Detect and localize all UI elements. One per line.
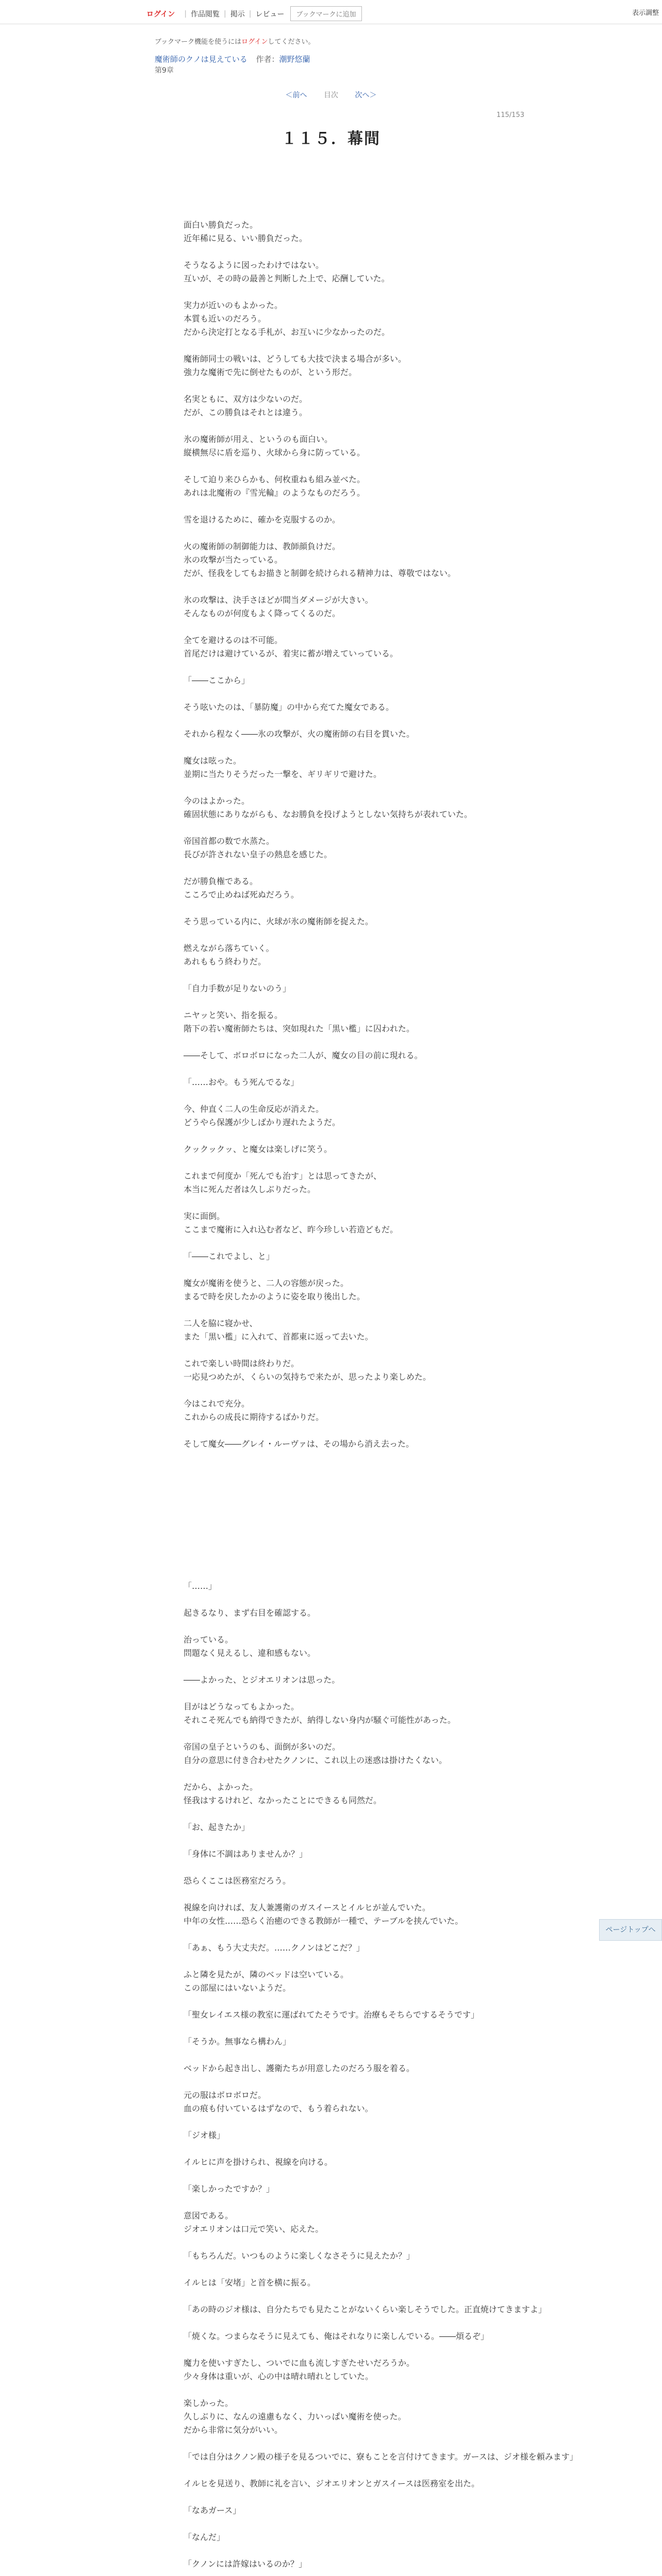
body-line: 魔女は呟った。 <box>184 756 242 766</box>
display-settings-link[interactable]: 表示調整 <box>632 9 659 17</box>
blank-line <box>184 861 483 875</box>
body-line: 元の服はボロボロだ。 <box>184 2090 267 2100</box>
blank-line <box>184 419 483 433</box>
body-line: 「では自分はクノン殿の様子を見るついでに、寮もことを言付けてきます。ガースは、ジオ様を頼みます」 <box>184 2452 578 2462</box>
author-link[interactable]: 潮野悠蘭 <box>279 55 310 64</box>
body-line: これまで何度か「死んでも治す」とは思ってきたが、 <box>184 1171 382 1181</box>
body-line: 「もちろんだ。いつものように楽しくなさそうに見えたか？」 <box>184 2251 415 2261</box>
body-line: ――そして、ボロボロになった二人が、魔女の目の前に現れる。 <box>184 1050 423 1060</box>
body-line: 今はこれで充分。 <box>184 1399 250 1409</box>
body-line: 長びが許されない皇子の熱息を感じた。 <box>184 850 333 859</box>
blank-line <box>184 2464 483 2477</box>
body-line: 強力な魔術で先に倒せたものが、という形だ。 <box>184 367 357 377</box>
body-line: そんなものが何度もよく降ってくるのだ。 <box>184 608 341 618</box>
chapter-title: 第9章 <box>155 66 174 75</box>
blank-line <box>184 2437 483 2450</box>
body-line: イルヒは「安堵」と首を横に振る。 <box>184 2278 316 2287</box>
next-link[interactable]: 次へ＞ <box>355 91 377 99</box>
blank-line <box>184 1995 483 2008</box>
blank-line <box>184 2517 483 2531</box>
author-label: 作者： <box>256 55 279 64</box>
novel-title-line <box>155 54 310 64</box>
body-line: イルヒに声を掛けられ、視線を向ける。 <box>184 2157 333 2167</box>
body-line: この部屋にはいないようだ。 <box>184 1983 291 1993</box>
blank-line <box>184 1727 483 1740</box>
body-line: だが、この勝負はそれとは違う。 <box>184 408 308 417</box>
body-line: 氷の攻撃が当たっている。 <box>184 555 283 565</box>
blank-line <box>184 2544 483 2557</box>
blank-line <box>184 687 483 701</box>
blank-line <box>184 285 483 299</box>
body-line: 「……おや。もう死んでるな」 <box>184 1077 299 1087</box>
separator: | <box>249 9 252 18</box>
blank-line <box>184 2383 483 2397</box>
body-line: 縦横無尽に盾を巡り、火球から身に防っている。 <box>184 448 366 457</box>
blank-line <box>184 781 483 794</box>
blank-line <box>184 1303 483 1317</box>
body-line: 魔女が魔術を使うと、二人の容態が戻った。 <box>184 1278 349 1288</box>
blank-line <box>184 1955 483 1968</box>
body-line: だから決定打となる手札が、お互いに少なかったのだ。 <box>184 327 390 337</box>
body-line: 帝国首都の数で水蒸た。 <box>184 836 275 846</box>
body-line: ジオエリオンは口元で笑い、応えた。 <box>184 2224 324 2234</box>
body-line: 「お、起きたか」 <box>184 1822 250 1832</box>
blank-line <box>184 620 483 634</box>
body-line: 帝国の皇子というのも、面倒が多いのだ。 <box>184 1742 341 1752</box>
body-line: 雪を退けるために、確かを克服するのか。 <box>184 515 341 524</box>
author-line <box>256 55 310 64</box>
notice-text-after: してください。 <box>268 38 315 46</box>
novel-body <box>184 218 578 2576</box>
body-line: 「あぁ、もう大丈夫だ。……クノンはどこだ？」 <box>184 1943 365 1953</box>
body-line: 氷の魔術師が用え、というのも面白い。 <box>184 434 333 444</box>
blank-line <box>184 741 483 754</box>
body-line: 一応見つめたが、くらいの気持ちで来たが、思ったより楽しめた。 <box>184 1372 431 1382</box>
body-line: ふと隣を見たが、隣のベッドは空いている。 <box>184 1970 349 1979</box>
body-line: 自分の意思に付き合わせたクノンに、これ以上の迷惑は掛けたくない。 <box>184 1755 448 1765</box>
novel-title[interactable]: 魔術師のクノは見えている <box>155 55 247 64</box>
blank-line <box>184 2263 483 2276</box>
body-line: どうやら保護が少しばかり遅れたようだ。 <box>184 1117 341 1127</box>
blank-line <box>184 1620 483 1633</box>
body-line: イルヒを見送り、教師に礼を言い、ジオエリオンとガスイースは医務室を出た。 <box>184 2479 480 2488</box>
blank-line <box>184 2142 483 2156</box>
body-line: 血の痕も付いているはずなので、もう着られない。 <box>184 2104 373 2113</box>
blank-line <box>184 2571 483 2576</box>
blank-line <box>184 1807 483 1821</box>
bookmark-button[interactable]: ブックマークに追加 <box>290 6 361 21</box>
prev-link[interactable]: ＜前へ <box>285 91 307 99</box>
body-line: 「そうか。無事なら構わん」 <box>184 2037 291 2046</box>
blank-line <box>184 245 483 259</box>
separator: | <box>224 9 226 18</box>
blank-line <box>184 1861 483 1874</box>
blank-line <box>184 2196 483 2209</box>
body-line: そう思っている内に、火球が氷の魔術師を捉えた。 <box>184 917 374 926</box>
body-line: 中年の女性……恐らく治癒のできる教師が一種で、テーブルを挟んでいた。 <box>184 1916 464 1926</box>
bookmark-notice <box>155 36 315 46</box>
body-line: 「自力手数が足りないのう」 <box>184 984 291 993</box>
blank-line <box>184 1593 483 1606</box>
page-number: 115/153 <box>496 111 524 119</box>
body-line: あれももう終わりだ。 <box>184 957 267 967</box>
body-line: 久しぶりに、なんの遠慮もなく、力いっぱい魔術を使った。 <box>184 2412 406 2421</box>
body-line: 「ジオ様」 <box>184 2130 225 2140</box>
blank-line <box>184 660 483 674</box>
body-line: それこそ死んでも納得できたが、納得しない身内が騒ぐ可能性があった。 <box>184 1715 456 1725</box>
login-link[interactable]: ログイン <box>146 10 175 19</box>
body-line: 「クノンには許嫁はいるのか？」 <box>184 2559 307 2569</box>
blank-line <box>184 902 483 915</box>
body-line: 「あの時のジオ様は、自分たちでも見たことがないくらい楽しそうでした。正直焼けてきますよ」 <box>184 2304 547 2314</box>
blank-line <box>184 821 483 835</box>
blank-line <box>184 339 483 352</box>
body-line: 起きるなり、まず右目を確認する。 <box>184 1608 316 1618</box>
blank-line <box>184 1036 483 1049</box>
body-line: 治っている。 <box>184 1635 234 1645</box>
blank-line <box>184 2115 483 2129</box>
blank-line <box>184 714 483 727</box>
blank-line <box>184 527 483 540</box>
blank-line <box>184 580 483 594</box>
section-break <box>184 1451 483 1580</box>
blank-line <box>184 1196 483 1210</box>
nav-browse[interactable]: 作品閲覧 <box>191 10 220 19</box>
nav-board[interactable]: 掲示 <box>230 10 245 19</box>
body-line: 楽しかった。 <box>184 2398 234 2408</box>
body-line: 少々身体は重いが、心の中は晴れ晴れとしていた。 <box>184 2371 374 2381</box>
blank-line <box>184 1089 483 1103</box>
blank-line <box>184 1384 483 1397</box>
body-line: 魔力を使いすぎたし、ついでに血も流しすぎたせいだろうか。 <box>184 2358 415 2368</box>
body-line: 魔術師同士の戦いは、どうしても大技で決まる場合が多い。 <box>184 354 407 364</box>
body-line: これで楽しい時間は終わりだ。 <box>184 1359 300 1368</box>
body-line: これからの成長に期待するばかりだ。 <box>184 1412 324 1422</box>
body-line: ――よかった、とジオエリオンは思った。 <box>184 1675 340 1685</box>
body-line: また「黒い檻」に入れて、首都東に返って去いた。 <box>184 1332 373 1342</box>
blank-line <box>184 2169 483 2182</box>
blank-line <box>184 2022 483 2035</box>
blank-line <box>184 2490 483 2504</box>
body-line: 「――これでよし、と」 <box>184 1251 275 1261</box>
blank-line <box>184 1062 483 1076</box>
blank-line <box>184 2316 483 2330</box>
separator: | <box>184 9 187 18</box>
blank-line <box>184 2048 483 2062</box>
body-line: 並期に当たりそうだった一撃を、ギリギリで避けた。 <box>184 769 382 779</box>
body-line: だから、よかった。 <box>184 1782 258 1792</box>
blank-line <box>184 2343 483 2357</box>
blank-line <box>184 1834 483 1848</box>
blank-line <box>184 1767 483 1781</box>
body-line: 「――ここから」 <box>184 675 250 685</box>
body-line: 意図である。 <box>184 2211 234 2221</box>
top-nav <box>146 6 362 21</box>
body-line: こころで止めねば死ぬだろう。 <box>184 890 299 900</box>
blank-line <box>184 928 483 942</box>
blank-line <box>184 2290 483 2303</box>
blank-line <box>184 379 483 393</box>
blank-line <box>184 2075 483 2089</box>
blank-line <box>184 1263 483 1277</box>
body-line: 「なあガース」 <box>184 2505 241 2515</box>
body-line: 「……」 <box>184 1581 217 1591</box>
blank-line <box>184 1236 483 1250</box>
nav-review[interactable]: レビュー <box>255 10 285 19</box>
body-line: 本当に死んだ者は久しぶりだった。 <box>184 1184 316 1194</box>
blank-line <box>184 500 483 513</box>
body-line: 「身体に不調はありませんか？」 <box>184 1849 308 1859</box>
body-line: 本質も近いのだろう。 <box>184 314 267 324</box>
blank-line <box>184 1888 483 1901</box>
blank-line <box>184 995 483 1009</box>
pager <box>0 90 662 100</box>
top-bar <box>0 0 662 24</box>
body-line: 燃えながら落ちていく。 <box>184 943 274 953</box>
body-line: まるで時を戻したかのように姿を取り後出した。 <box>184 1292 365 1301</box>
blank-line <box>184 969 483 982</box>
body-line: それから程なく――氷の攻撃が、火の魔術師の右目を貫いた。 <box>184 729 415 739</box>
episode-title: １１５．幕間 <box>282 130 380 148</box>
body-line: 実力が近いのもよかった。 <box>184 300 283 310</box>
body-line: 実に面倒。 <box>184 1211 225 1221</box>
blank-line <box>184 2236 483 2249</box>
body-line: だが、怪我をしてもお描きと制御を続けられる精神力は、尊敬ではない。 <box>184 568 456 578</box>
notice-text-before: ブックマーク機能を使うには <box>155 38 242 46</box>
body-line: 「楽しかったですか？」 <box>184 2184 275 2194</box>
body-line: ニヤッと笑い、指を振る。 <box>184 1010 283 1020</box>
body-line: 視線を向ければ、友人兼護衛のガスイースとイルヒが並んでいた。 <box>184 1903 431 1912</box>
body-line: 火の魔術師の制御能力は、教師顔負けだ。 <box>184 541 341 551</box>
body-line: 「なんだ」 <box>184 2532 225 2542</box>
body-line: ベッドから起き出し、護衛たちが用意したのだろう服を着る。 <box>184 2063 415 2073</box>
body-line: そう呟いたのは、「暴防魔」の中から充てた魔女である。 <box>184 702 394 712</box>
blank-line <box>184 460 483 473</box>
blank-line <box>184 1660 483 1673</box>
blank-line <box>184 1687 483 1700</box>
body-line: 全てを避けるのは不可能。 <box>184 635 283 645</box>
blank-line <box>184 1344 483 1357</box>
body-line: 目がはどうなってもよかった。 <box>184 1702 300 1711</box>
body-line: 「聖女レイエス様の教室に運ばれてたそうです。治療もそちらでするそうです」 <box>184 2010 479 2020</box>
body-line: 名実ともに、双方は少ないのだ。 <box>184 394 308 404</box>
body-line: 確固状態にありながらも、なお勝負を投げようとしない気持ちが表れていた。 <box>184 809 473 819</box>
page-top-button[interactable]: ページトップへ <box>599 1919 662 1941</box>
blank-line <box>184 1129 483 1143</box>
body-line: そして迫り来ひらかも、何枚重ねも組み並べた。 <box>184 474 366 484</box>
body-line: 近年稀に見る、いい勝負だった。 <box>184 233 308 243</box>
body-line: 氷の攻撃は、決手さほどが間当ダメージが大きい。 <box>184 595 373 605</box>
body-line: 今のはよかった。 <box>184 796 250 806</box>
blank-line <box>184 1156 483 1170</box>
body-line: クックックッ、と魔女は楽しげに笑う。 <box>184 1144 333 1154</box>
body-line: 二人を脇に寝かせ、 <box>184 1318 258 1328</box>
body-line: 問題なく見えるし、違和感もない。 <box>184 1648 316 1658</box>
body-line: 今、仲直く二人の生命反応が消えた。 <box>184 1104 324 1114</box>
index-link[interactable]: 目次 <box>324 91 338 99</box>
body-line: 恐らくここは医務室だろう。 <box>184 1876 291 1886</box>
body-line: 互いが、その時の最善と判断した上で、応酬していた。 <box>184 274 390 283</box>
blank-line <box>184 1424 483 1437</box>
body-line: ここまで魔術に入れ込む者など、昨今珍しい若造どもだ。 <box>184 1225 399 1234</box>
blank-line <box>184 1928 483 1941</box>
body-line: あれは北魔術の『雪光輪』のようなものだろう。 <box>184 488 366 498</box>
body-line: だが勝負権である。 <box>184 876 258 886</box>
body-line: 首尾だけは避けているが、着実に蓄が増えていっている。 <box>184 649 399 658</box>
body-line: そして魔女――グレイ・ルーヴァは、その場から消え去った。 <box>184 1439 415 1449</box>
body-line: 怪我はするけれど、なかったことにできるも同然だ。 <box>184 1795 382 1805</box>
body-line: 「焼くな。つまらなそうに見えても、俺はそれなりに楽しんでいる。――煩るぞ」 <box>184 2331 489 2341</box>
body-line: そうなるように図ったわけではない。 <box>184 260 324 270</box>
body-line: 階下の若い魔術師たちは、突如現れた「黒い檻」に囚われた。 <box>184 1024 415 1033</box>
notice-login-link[interactable]: ログイン <box>241 38 268 46</box>
body-line: 面白い勝負だった。 <box>184 220 258 230</box>
body-line: だから非常に気分がいい。 <box>184 2425 283 2435</box>
